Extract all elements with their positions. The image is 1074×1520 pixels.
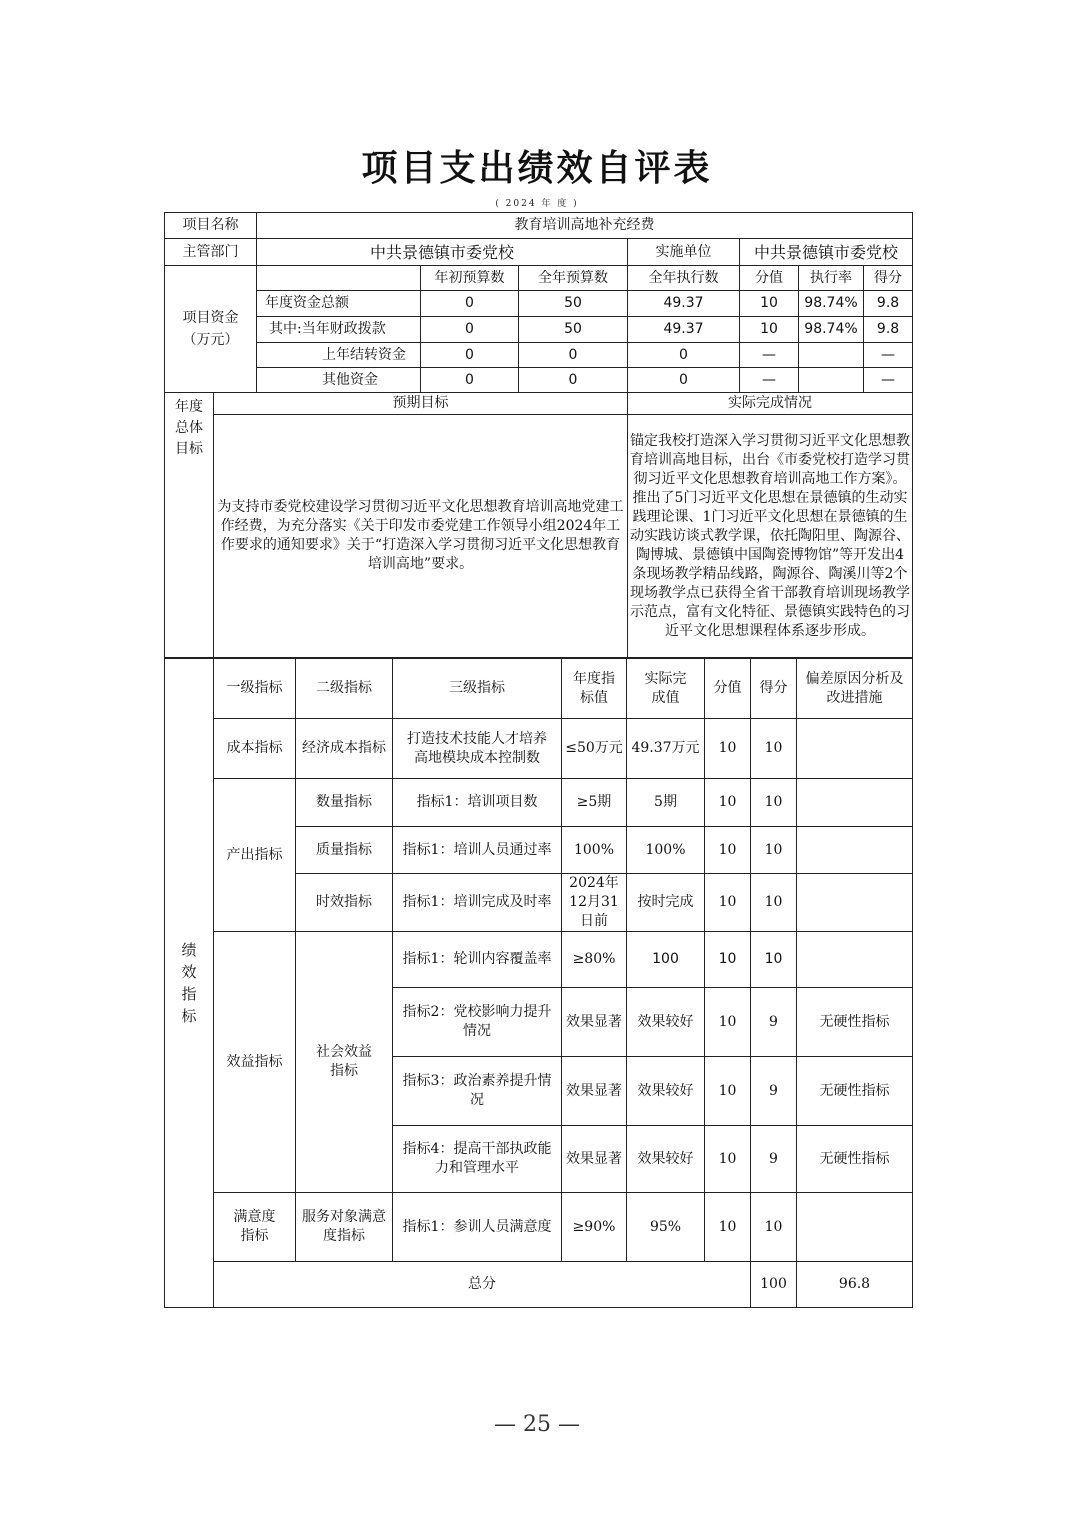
- side-label-char: 效: [181, 963, 197, 981]
- group-quantity: 数量指标: [296, 779, 393, 827]
- level3-cell: 指标1：培训完成及时率: [393, 874, 562, 932]
- funds-cell: 0: [421, 343, 519, 368]
- target-cell: 2024年12月31日前: [562, 874, 627, 932]
- goals-label-line: 总体: [175, 420, 203, 436]
- side-label-char: 绩: [181, 941, 197, 959]
- score-cell: 9: [751, 1126, 797, 1193]
- group-service-satisfaction: 服务对象满意度指标: [296, 1193, 393, 1262]
- funds-header-initial-budget: 年初预算数: [421, 266, 519, 291]
- group-output: 产出指标: [214, 779, 296, 932]
- score-value-cell: 10: [705, 719, 751, 779]
- target-cell: 效果显著: [562, 988, 627, 1057]
- level3-cell: 指标4：提高干部执政能力和管理水平: [393, 1126, 562, 1193]
- header-actual: 实际完成值: [627, 659, 705, 719]
- group-quality: 质量指标: [296, 827, 393, 874]
- group-satisfaction: 满意度指标: [214, 1193, 296, 1262]
- analysis-cell: 无硬性指标: [797, 1126, 913, 1193]
- funds-cell: —: [864, 343, 913, 368]
- funds-row-label: 年度资金总额: [257, 291, 421, 317]
- funds-unit: （万元）: [182, 332, 239, 348]
- actual-result-text: 锚定我校打造深入学习贯彻习近平文化思想教育培训高地目标，出台《市委党校打造学习贯彻习近平文化思想教育培训高地工作方案》。推出了5门习近平文化思想在景德镇的生动实践理论课、1门习近平文化思想在景德镇的生动实践访谈式教学课，依托陶阳里、陶源谷、陶博城、景德镇中国陶瓷博物馆”等开发出4条现场教学精品线路，陶源谷、陶溪川等2个现场教学点已获得全省干部教育培训现场教学示范点，富有文化特征、景德镇实践特色的习近平文化思想课程体系逐步形成。: [628, 415, 913, 658]
- score-cell: 10: [751, 1193, 797, 1262]
- header-target: 年度指标值: [562, 659, 627, 719]
- level3-cell: 指标1：培训人员通过率: [393, 827, 562, 874]
- funds-cell: 0: [421, 317, 519, 343]
- goals-label-line: 目标: [175, 441, 203, 457]
- project-name-value: 教育培训高地补充经费: [257, 213, 913, 239]
- level3-cell: 指标2：党校影响力提升情况: [393, 988, 562, 1057]
- funds-header-rate: 执行率: [799, 266, 864, 291]
- funds-cell: 0: [421, 368, 519, 393]
- score-cell: 10: [751, 719, 797, 779]
- analysis-cell: [797, 1193, 913, 1262]
- funds-header-score: 得分: [864, 266, 913, 291]
- indicator-table: [164, 658, 913, 1308]
- side-label-char: 标: [181, 1007, 197, 1025]
- header-level2: 二级指标: [296, 659, 393, 719]
- score-cell: 10: [751, 779, 797, 827]
- funds-cell: —: [864, 368, 913, 393]
- funds-cell: [799, 343, 864, 368]
- target-cell: 100%: [562, 827, 627, 874]
- project-name-label: 项目名称: [165, 213, 257, 239]
- funds-cell: 98.74%: [799, 317, 864, 343]
- header-score-value: 分值: [705, 659, 751, 719]
- funds-cell: [799, 368, 864, 393]
- actual-cell: 效果较好: [627, 1057, 705, 1126]
- dept-label: 主管部门: [165, 239, 257, 266]
- score-value-cell: 10: [705, 874, 751, 932]
- year-note: ( 2024 年 度 ): [495, 199, 579, 209]
- target-cell: ≤50万元: [562, 719, 627, 779]
- expected-goal-header: 预期目标: [214, 393, 628, 415]
- group-timeliness: 时效指标: [296, 874, 393, 932]
- side-label-char: 指: [181, 985, 197, 1003]
- actual-cell: 按时完成: [627, 874, 705, 932]
- analysis-cell: [797, 874, 913, 932]
- funds-cell: 0: [519, 368, 628, 393]
- funds-label-cell: [165, 266, 257, 393]
- score-cell: 9: [751, 1057, 797, 1126]
- header-level1: 一级指标: [214, 659, 296, 719]
- level3-cell: 指标1：参训人员满意度: [393, 1193, 562, 1262]
- score-value-cell: 10: [705, 827, 751, 874]
- score-value-cell: 10: [705, 1193, 751, 1262]
- funds-cell: —: [740, 343, 799, 368]
- score-value-cell: 10: [705, 1057, 751, 1126]
- unit-label: 实施单位: [628, 239, 740, 266]
- funds-cell: 0: [628, 343, 740, 368]
- funds-cell: 10: [740, 291, 799, 317]
- unit-value: 中共景德镇市委党校: [740, 239, 913, 266]
- group-cost: 成本指标: [214, 719, 296, 779]
- target-cell: 效果显著: [562, 1126, 627, 1193]
- funds-label: 项目资金: [182, 310, 239, 326]
- actual-cell: 5期: [627, 779, 705, 827]
- funds-row-label: 其他资金: [257, 368, 421, 393]
- actual-cell: 效果较好: [627, 1126, 705, 1193]
- goals-table: [164, 392, 913, 658]
- actual-cell: 100%: [627, 827, 705, 874]
- funds-cell: 50: [519, 317, 628, 343]
- score-value-cell: 10: [705, 988, 751, 1057]
- target-cell: ≥80%: [562, 932, 627, 988]
- header-level3: 三级指标: [393, 659, 562, 719]
- funds-cell: —: [740, 368, 799, 393]
- analysis-cell: 无硬性指标: [797, 1057, 913, 1126]
- goals-label-cell: [165, 393, 214, 658]
- dept-value: 中共景德镇市委党校: [257, 239, 628, 266]
- funds-header-annual-budget: 全年预算数: [519, 266, 628, 291]
- indicator-side-label-cell: [165, 659, 214, 1308]
- analysis-cell: [797, 932, 913, 988]
- funds-cell: 9.8: [864, 291, 913, 317]
- header-score: 得分: [751, 659, 797, 719]
- score-value-cell: 10: [705, 932, 751, 988]
- funds-cell: 98.74%: [799, 291, 864, 317]
- page-number: — 25 —: [494, 1412, 580, 1437]
- level3-cell: 指标1：培训项目数: [393, 779, 562, 827]
- funds-cell: 0: [519, 343, 628, 368]
- funds-header-executed: 全年执行数: [628, 266, 740, 291]
- group-benefit: 效益指标: [214, 932, 296, 1193]
- analysis-cell: [797, 827, 913, 874]
- score-value-cell: 10: [705, 1126, 751, 1193]
- page-title: 项目支出绩效自评表: [361, 148, 713, 189]
- analysis-cell: 无硬性指标: [797, 988, 913, 1057]
- score-cell: 10: [751, 827, 797, 874]
- funds-cell: 9.8: [864, 317, 913, 343]
- score-cell: 10: [751, 874, 797, 932]
- analysis-cell: [797, 779, 913, 827]
- funds-cell: 0: [628, 368, 740, 393]
- project-info-table: [164, 212, 913, 393]
- header-analysis: 偏差原因分析及改进措施: [797, 659, 913, 719]
- funds-cell: 50: [519, 291, 628, 317]
- total-score-value: 100: [751, 1262, 797, 1308]
- funds-header-score-value: 分值: [740, 266, 799, 291]
- funds-row-label: 上年结转资金: [257, 343, 421, 368]
- group-social-benefit: 社会效益指标: [296, 932, 393, 1193]
- level3-cell: 指标3：政治素养提升情况: [393, 1057, 562, 1126]
- total-score: 96.8: [797, 1262, 913, 1308]
- score-cell: 10: [751, 932, 797, 988]
- group-economic-cost: 经济成本指标: [296, 719, 393, 779]
- total-label: 总分: [214, 1262, 751, 1308]
- goals-label-line: 年度: [175, 399, 203, 415]
- funds-cell: 49.37: [628, 291, 740, 317]
- funds-row-label: 其中:当年财政拨款: [257, 317, 421, 343]
- score-value-cell: 10: [705, 779, 751, 827]
- expected-goal-text: 为支持市委党校建设学习贯彻习近平文化思想教育培训高地党建工作经费，为充分落实《关于印发市委党建工作领导小组2024年工作要求的通知要求》关于“打造深入学习贯彻习近平文化思想教育培训高地”要求。: [214, 415, 628, 658]
- funds-cell: 10: [740, 317, 799, 343]
- target-cell: ≥5期: [562, 779, 627, 827]
- target-cell: 效果显著: [562, 1057, 627, 1126]
- funds-header-blank: [257, 266, 421, 291]
- actual-cell: 95%: [627, 1193, 705, 1262]
- funds-cell: 49.37: [628, 317, 740, 343]
- actual-cell: 效果较好: [627, 988, 705, 1057]
- target-cell: ≥90%: [562, 1193, 627, 1262]
- actual-cell: 49.37万元: [627, 719, 705, 779]
- actual-cell: 100: [627, 932, 705, 988]
- analysis-cell: [797, 719, 913, 779]
- level3-cell: 指标1：轮训内容覆盖率: [393, 932, 562, 988]
- funds-cell: 0: [421, 291, 519, 317]
- level3-cell: 打造技术技能人才培养高地模块成本控制数: [393, 719, 562, 779]
- actual-result-header: 实际完成情况: [628, 393, 913, 415]
- score-cell: 9: [751, 988, 797, 1057]
